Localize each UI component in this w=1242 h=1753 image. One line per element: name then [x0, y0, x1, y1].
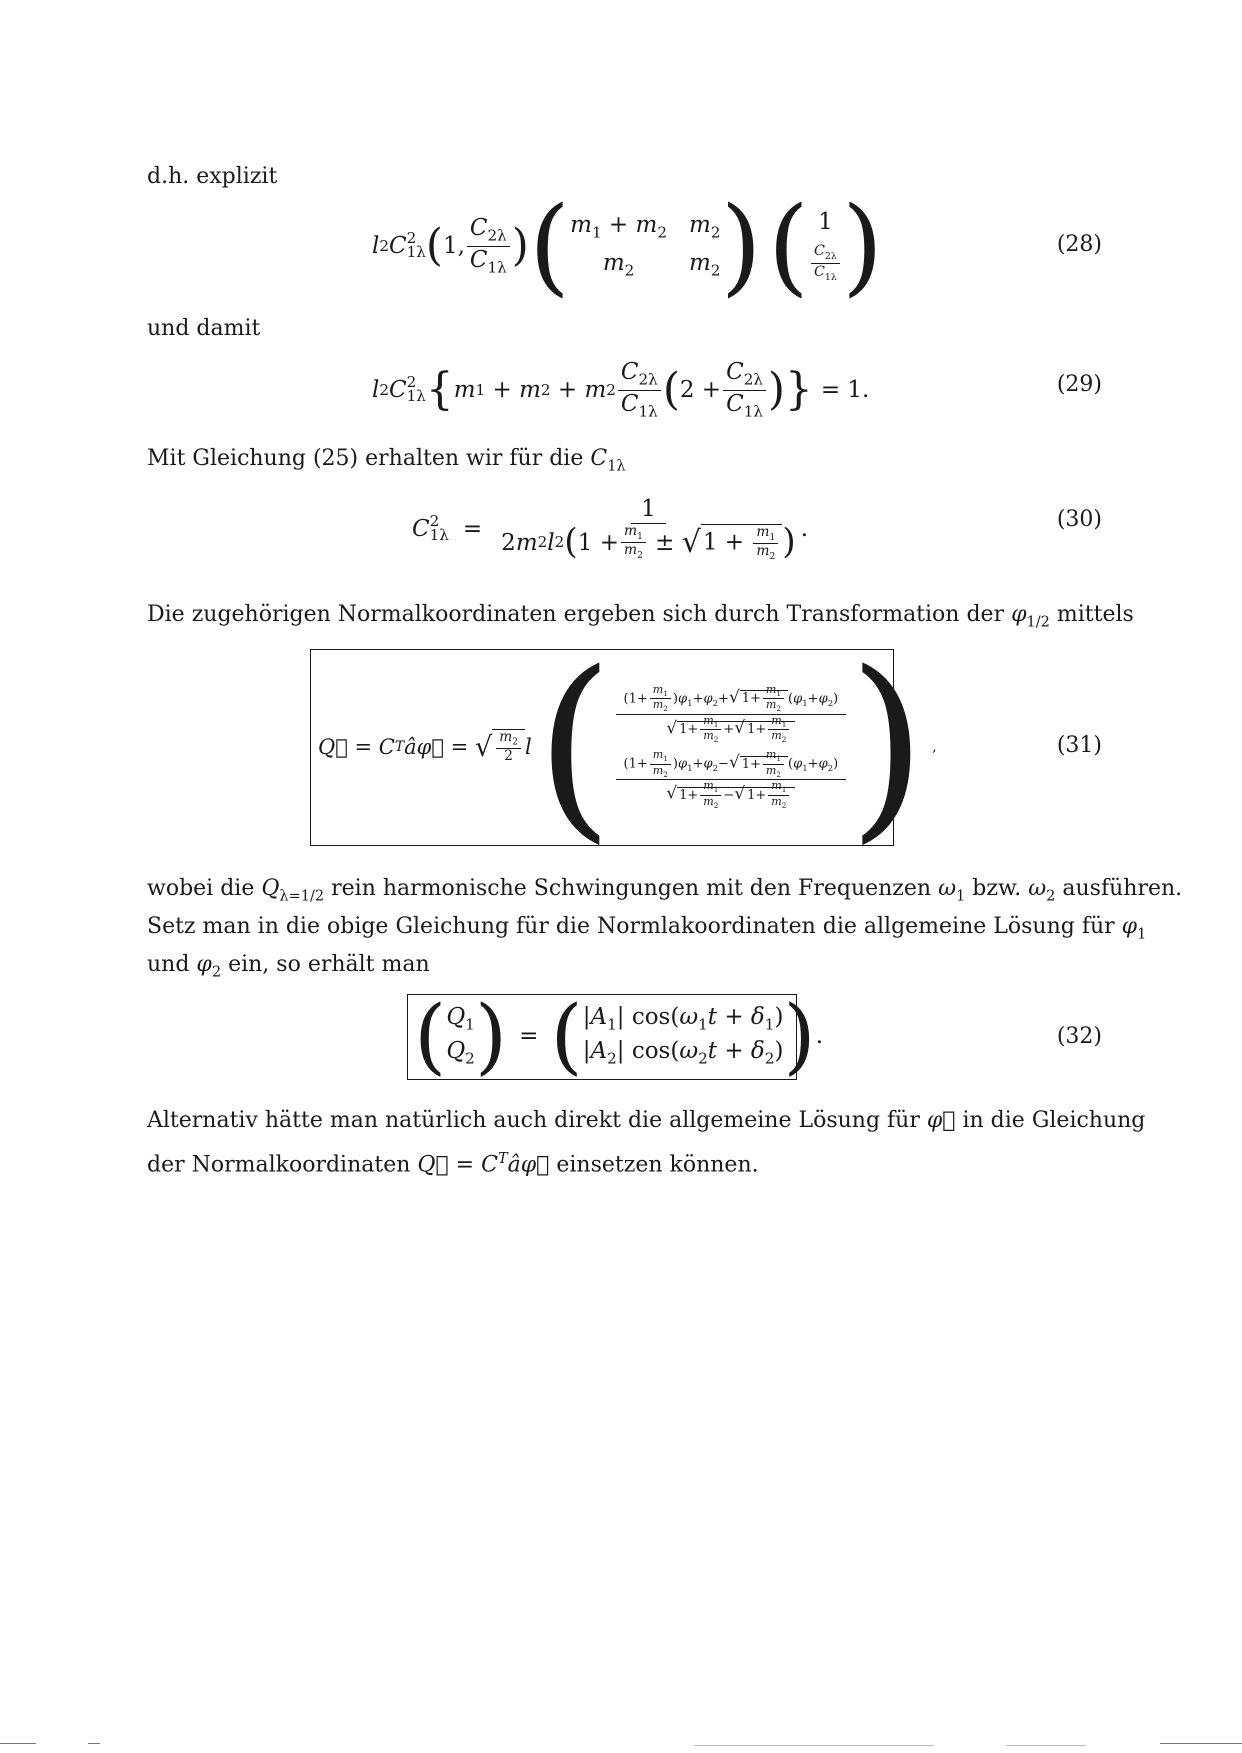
paragraph-normalkoordinaten-text: Die zugehörigen Normalkoordinaten ergeben sich durch Transformation der	[147, 602, 1005, 627]
paragraph-setz-man-text: Setz man in die obige Gleichung für die Normlakoordinaten die allgemeine Lösung für	[147, 914, 1115, 939]
paragraph-der-normalkoordinaten-b: einsetzen können.	[556, 1152, 759, 1178]
paragraph-und-phi2: und $\varphi_2$ ein, so erhält man	[147, 952, 430, 981]
scan-mark-left	[0, 1743, 36, 1744]
paragraph-explizit: d.h. explizit	[147, 164, 278, 189]
paragraph-normalkoordinaten: Die zugehörigen Normalkoordinaten ergeben sich durch Transformation der $\varphi_{1/2}$ mittels	[147, 602, 1134, 631]
paragraph-und-phi2-a: und	[147, 952, 190, 977]
equation-number-30: (30)	[1056, 507, 1102, 532]
paragraph-wobei-d: ausführen.	[1062, 876, 1183, 901]
equation-28: l 2 C 2 1λ ( 1, $\frac{C_{2\lambda}}{C_{1\lambda}}$ ) ( $m_1 + m_2$ $m_2$ $m_2$ $m_2$ ) ( 1 $\frac{C_{2\lambda}}{C_{1\lambda}}$ )	[372, 184, 884, 308]
paragraph-wobei-c: bzw.	[972, 876, 1022, 901]
paragraph-wobei: wobei die $Q_{\lambda=1/2}$ rein harmonische Schwingungen mit den Frequenzen $\omega_1$ bzw. $\omega_2$ ausführen.	[147, 876, 1183, 905]
paragraph-mit-gleichung: Mit Gleichung (25) erhalten wir für die $C_{1\lambda}$	[147, 446, 626, 475]
equation-number-31: (31)	[1056, 733, 1102, 758]
scan-mark-right	[1006, 1745, 1086, 1746]
equation-number-29: (29)	[1056, 372, 1102, 397]
paragraph-normalkoordinaten-suffix: mittels	[1056, 602, 1134, 627]
paragraph-wobei-a: wobei die	[147, 876, 255, 901]
scan-mark-dash	[88, 1743, 100, 1744]
paragraph-mit-gleichung-text: Mit Gleichung (25) erhalten wir für die	[147, 446, 584, 471]
equation-29: l 2 C 2 1λ { m 1 + m 2 + m 2 $\frac{C_{2\lambda}}{C_{1\lambda}}$ ( 2 + $\frac{C_{2\lambda}}{C_{1\lambda}}$ ) } = 1.	[372, 359, 870, 421]
equation-number-32: (32)	[1056, 1024, 1102, 1049]
equation-32: ( $Q_1$ $Q_2$ ) = ( $|A_1|$ $\cos(\omega_1t + \delta_1)$ $|A_2|$ $\cos(\omega_2t + \delta_2)$ ) .	[414, 986, 824, 1084]
scan-mark-far-right	[1160, 1743, 1242, 1744]
equation-number-28: (28)	[1056, 232, 1102, 257]
equation-31: Q⃗ = C T âφ⃗ = √ $\frac{m_2}{2}$ l ( (1+ $\frac{m_1}{m_2}$ )$\varphi_1+\varphi_2+√$ 1+ $\frac{m_1}{m_2}$ $(\varphi_1+\varphi_2)$ √ 1+ $\frac{m_1}{m_2}$ +√ 1+ $\frac{m_1}{m_2}$ (1+ $\frac{m_1}{m_2}$ )$\varphi_1+\varphi_2-√$ 1+ $\frac{m_1}{m_2}$ $(\varphi_1+\varphi_2)$ √ 1+ $\frac{m_1}{m_2}$ −√ 1+ $\frac{m_1}{m_2}$ ) ,	[318, 630, 937, 863]
paragraph-der-normalkoordinaten: der Normalkoordinaten Q⃗ = $C^Tâ\varphi⃗$ einsetzen können.	[147, 1151, 759, 1178]
paragraph-und-damit: und damit	[147, 316, 261, 341]
equation-29-rhs: = 1.	[820, 377, 870, 403]
scan-mark-center	[694, 1745, 934, 1746]
equation-30: C 2 1λ = 1 2 m 2 l 2 ( 1 + $\frac{m_1}{m_2}$ ± √ 1 + $\frac{m_1}{m_2}$ ) .	[412, 496, 809, 563]
paragraph-alternativ: Alternativ hätte man natürlich auch direkt die allgemeine Lösung für φ⃗ in die Gleichung	[147, 1108, 1146, 1133]
paragraph-wobei-b: rein harmonische Schwingungen mit den Frequenzen	[331, 876, 932, 901]
paragraph-der-normalkoordinaten-a: der Normalkoordinaten	[147, 1152, 411, 1178]
paragraph-und-phi2-b: ein, so erhält man	[228, 952, 430, 977]
paragraph-setz-man: Setz man in die obige Gleichung für die Normlakoordinaten die allgemeine Lösung für $\varphi_1$	[147, 914, 1147, 943]
paragraph-alternativ-a: Alternativ hätte man natürlich auch direkt die allgemeine Lösung für	[147, 1108, 920, 1133]
paragraph-alternativ-b: in die Gleichung	[962, 1108, 1146, 1133]
